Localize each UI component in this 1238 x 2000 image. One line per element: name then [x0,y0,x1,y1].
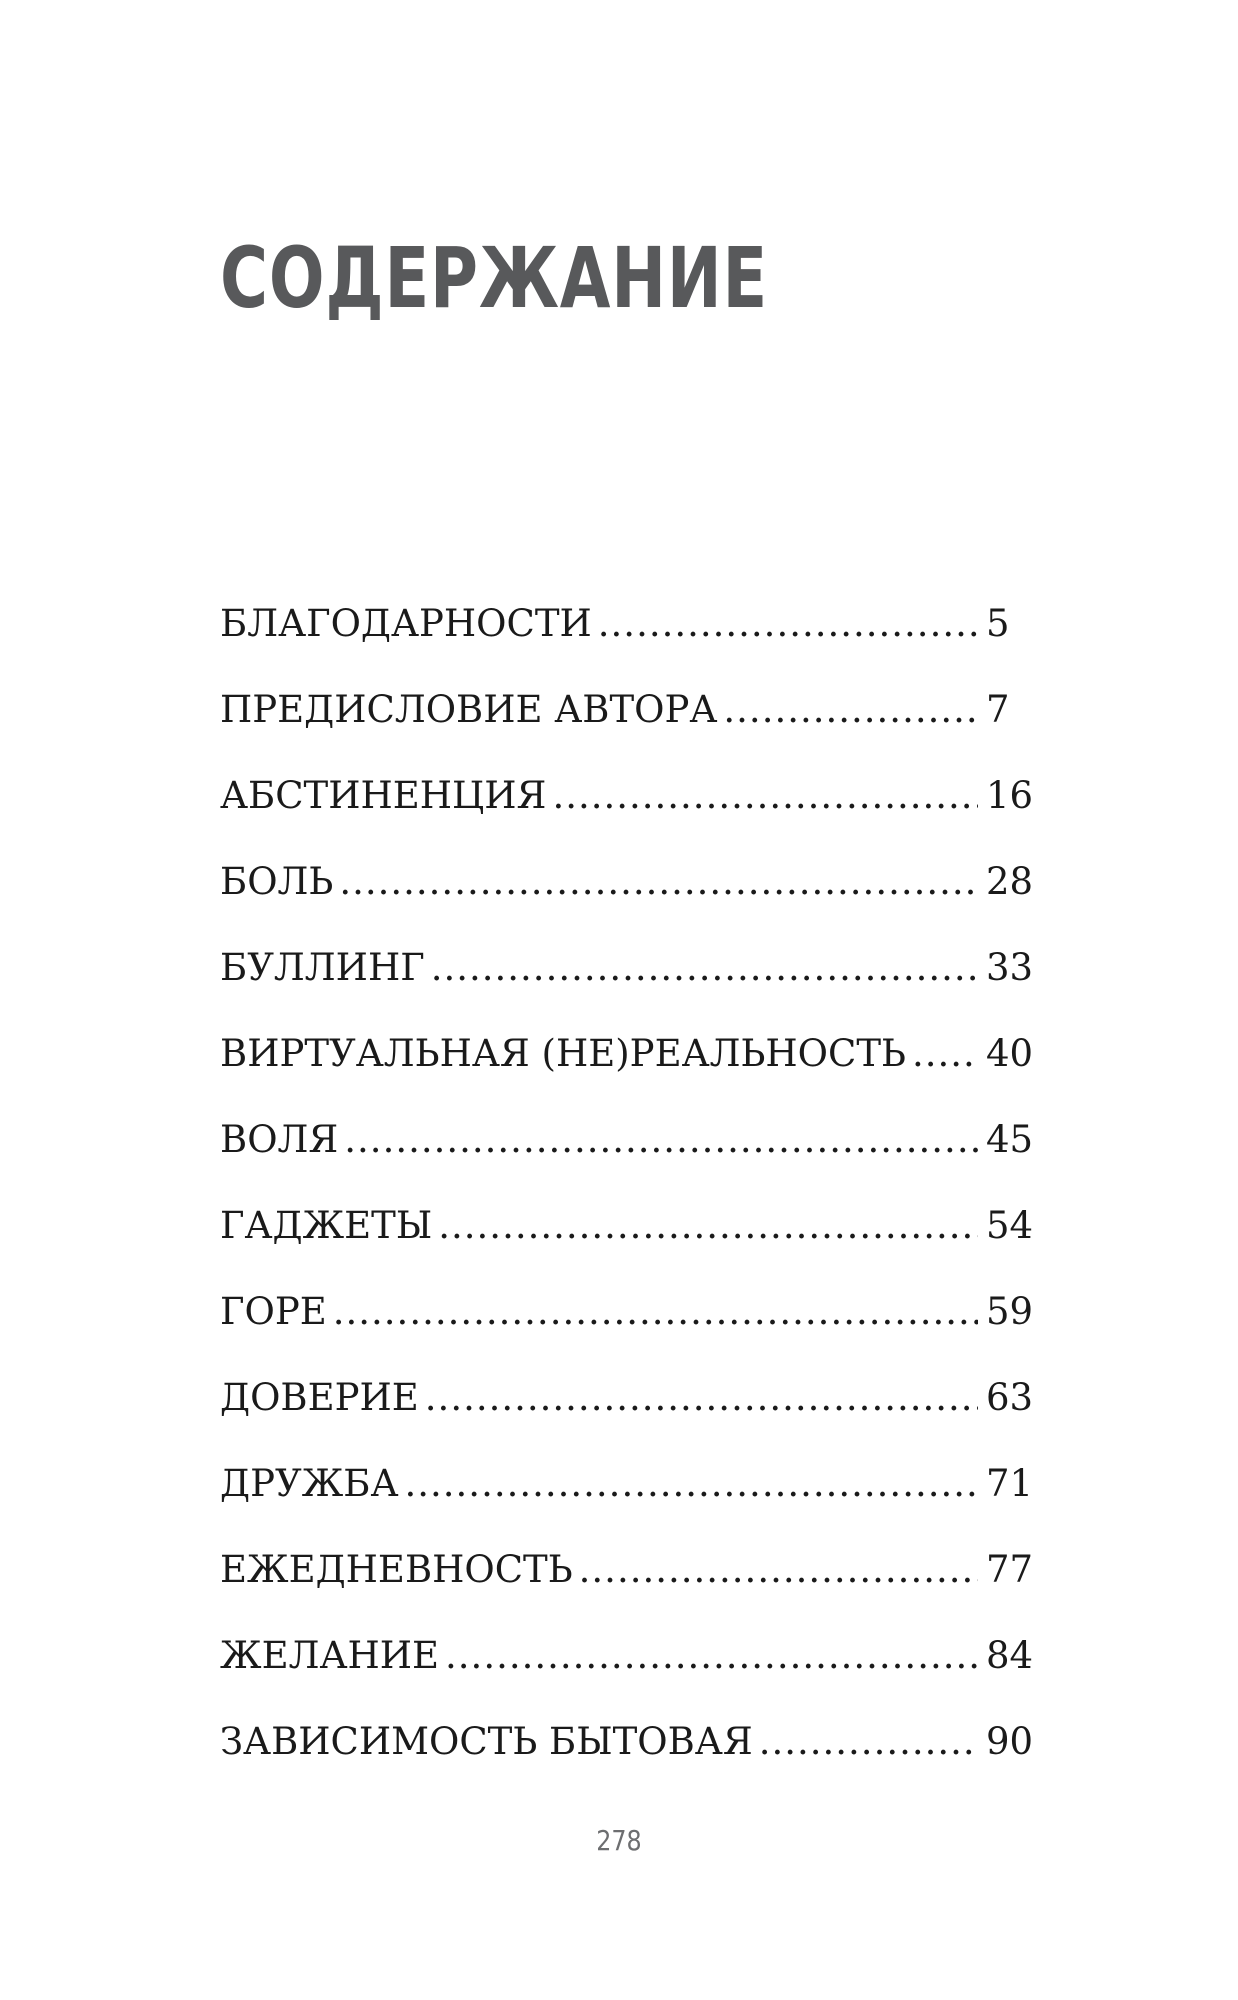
toc-entry-page: 63 [986,1376,1034,1419]
toc-entry [220,1204,1038,1290]
toc-entry-page: 33 [986,946,1034,989]
toc-dot-leader [333,1290,978,1333]
toc-entry [220,1118,1038,1204]
toc-entry [220,1290,1038,1376]
toc-entry [220,946,1038,1032]
toc-entry-page: 77 [986,1548,1034,1591]
toc-entry [220,1634,1038,1720]
toc-entry-title: АБСТИНЕНЦИЯ [220,774,547,817]
toc-entry [220,688,1038,774]
toc-entry-title: БЛАГОДАРНОСТИ [220,602,592,645]
toc-entry-page: 40 [986,1032,1034,1075]
toc-entry-page: 16 [986,774,1034,817]
toc-entry [220,1376,1038,1462]
toc-entry-page: 59 [986,1290,1034,1333]
toc-entry-title: ЖЕЛАНИЕ [220,1634,440,1677]
toc-entry [220,1720,1038,1806]
toc-dot-leader [339,860,978,903]
toc-entry-page: 71 [986,1462,1034,1505]
toc-entry-page: 45 [986,1118,1034,1161]
toc-list [220,602,1038,1806]
toc-dot-leader [579,1548,978,1591]
toc-entry-page: 84 [986,1634,1034,1677]
toc-entry [220,1032,1038,1118]
toc-entry [220,1462,1038,1548]
toc-entry-title: ЗАВИСИМОСТЬ БЫТОВАЯ [220,1720,753,1763]
toc-entry-title: ДОВЕРИЕ [220,1376,419,1419]
page-number: 278 [596,1824,642,1857]
toc-dot-leader [405,1462,979,1505]
toc-entry-title: БОЛЬ [220,860,334,903]
toc-entry-title: ПРЕДИСЛОВИЕ АВТОРА [220,688,718,731]
toc-entry-title: ГОРЕ [220,1290,327,1333]
toc-dot-leader [723,688,978,731]
toc-entry [220,602,1038,688]
toc-dot-leader [445,1634,978,1677]
toc-entry-page: 7 [986,688,1010,731]
toc-entry-page: 5 [986,602,1010,645]
toc-dot-leader [552,774,978,817]
toc-heading: СОДЕРЖАНИЕ [220,229,769,327]
toc-entry [220,860,1038,946]
toc-entry-title: ГАДЖЕТЫ [220,1204,433,1247]
toc-dot-leader [425,1376,978,1419]
toc-entry-title: ДРУЖБА [220,1462,399,1505]
toc-dot-leader [598,602,978,645]
toc-entry-title: БУЛЛИНГ [220,946,425,989]
toc-dot-leader [759,1720,978,1763]
toc-dot-leader [438,1204,978,1247]
toc-entry [220,774,1038,860]
toc-entry-page: 90 [986,1720,1034,1763]
toc-entry [220,1548,1038,1634]
toc-entry-title: ВИРТУАЛЬНАЯ (НЕ)РЕАЛЬНОСТЬ [220,1032,906,1075]
toc-dot-leader [431,946,978,989]
toc-dot-leader [912,1032,978,1075]
toc-entry-title: ВОЛЯ [220,1118,339,1161]
toc-dot-leader [344,1118,978,1161]
toc-entry-title: ЕЖЕДНЕВНОСТЬ [220,1548,573,1591]
toc-entry-page: 28 [986,860,1034,903]
toc-entry-page: 54 [986,1204,1034,1247]
